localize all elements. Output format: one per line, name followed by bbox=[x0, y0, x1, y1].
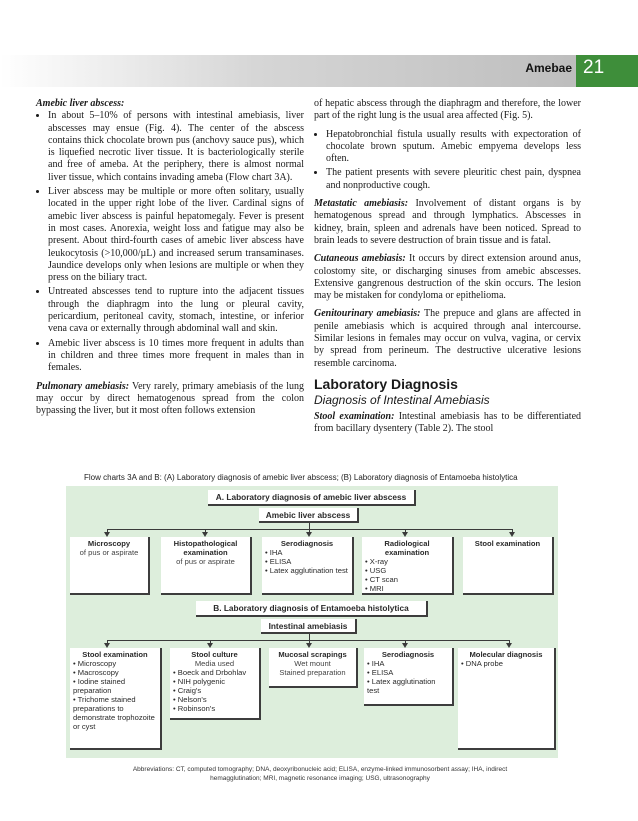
list-item: • Untreated abscesses tend to rupture into the adjacent tissues through the diaphragm into the lung or pleural cavity, pericardium, peritoneal cavity, stomach, intestine, or inferior vena cava or externally through abdominal wall and skin. bbox=[48, 286, 304, 335]
box-subtitle: Stained preparation bbox=[279, 668, 346, 677]
box-list bbox=[461, 659, 551, 668]
list-item: • ELISA bbox=[367, 668, 449, 677]
box-histopathological bbox=[161, 537, 252, 595]
pulmonary-list bbox=[314, 129, 581, 192]
flowchart-b-root: Intestinal amebiasis bbox=[261, 619, 357, 634]
genitourinary-heading: Genitourinary amebiasis: bbox=[314, 308, 421, 320]
continuation-paragraph: of hepatic abscess through the diaphragm and therefore, the lower part of the right lung is the usual area affected (Fig. 5). bbox=[314, 98, 581, 122]
pulmonary-paragraph bbox=[36, 381, 304, 418]
list-item: • Latex agglutination test bbox=[265, 566, 349, 575]
box-radiological bbox=[362, 537, 454, 595]
list-item: • IHA bbox=[265, 548, 349, 557]
list-item: • Liver abscess may be multiple or more often solitary, usually located in the upper right lobe of the liver. Cardinal signs of amebic liver abscess is painful hepatomegaly. Fever is present in most cases. Anorexia, weight loss and fatigue may also be present. About third-fourth cases of amebic liver abscess have leukocytosis (>10,000/µL) and increased serum transaminases. Jaundice develops only when lesions are multiple or when they press on the biliary tract. bbox=[48, 186, 304, 284]
box-microscopy bbox=[70, 537, 150, 595]
cutaneous-text: It occurs by direct extension around anus, colostomy site, or discharging sinuses from amebic abscesses. Extensive gangrenous destruction of the skin occurs. The lesion may be mistaken for condyloma or epithelioma. bbox=[314, 253, 581, 302]
list-item: • NIH polygenic bbox=[173, 677, 256, 686]
list-item: • Macroscopy bbox=[73, 668, 157, 677]
box-title: Stool examination bbox=[82, 650, 148, 659]
genitourinary-text: The prepuce and glans are affected in penile amebiasis which is acquired through anal intercourse. Similar lesions in females may occur on vulva, vagina, or cervix by spread from perineum. The destructive ulcerative lesions resemble carcinoma. bbox=[314, 308, 581, 369]
list-item: • Amebic liver abscess is 10 times more frequent in adults than in children and three times more frequent in males than in females. bbox=[48, 338, 304, 375]
box-list bbox=[173, 668, 256, 713]
box-title: Stool culture bbox=[191, 650, 238, 659]
stool-text: Intestinal amebiasis has to be differentiated from bacillary dysentery (Table 2). The stool bbox=[314, 410, 582, 434]
box-title: Stool examination bbox=[474, 539, 541, 548]
box-title: Serodiagnosis bbox=[280, 539, 334, 548]
list-item: • Hepatobronchial fistula usually results with expectoration of chocolate brown sputum. Amebic empyema develops less often. bbox=[326, 129, 581, 166]
list-item: • MRI bbox=[365, 584, 449, 593]
connector-line bbox=[107, 529, 513, 530]
box-stool-culture bbox=[170, 648, 261, 720]
list-item: • CT scan bbox=[365, 575, 449, 584]
box-list bbox=[365, 557, 449, 593]
metastatic-text: Involvement of distant organs is by hematogenous spread and through lymphatics. Abscesses in kidney, brain, spleen and adrenals have been noticed. Spread to brain leads to severe destruction of brain tissue and is fatal. bbox=[314, 198, 582, 246]
list-item: • Boeck and Drbohlav bbox=[173, 668, 256, 677]
left-column bbox=[36, 98, 304, 423]
list-item: • In about 5–10% of persons with intestinal amebiasis, liver abscesses may ensue (Fig. 4). The center of the abscess contains thick chocolate brown pus (anchovy sauce pus), which is liquefied necrotic liver tissue. It is bacteriologically sterile and free of ameba. At the periphery, there is almost normal liver tissue, which contains invading ameba (Flow chart 3A). bbox=[48, 110, 304, 184]
lab-diagnosis-heading: Laboratory Diagnosis bbox=[314, 375, 458, 392]
liver-abscess-list bbox=[36, 110, 304, 374]
intestinal-diagnosis-subheading: Diagnosis of Intestinal Amebiasis bbox=[314, 393, 490, 408]
box-title: Radiological examination bbox=[384, 539, 430, 557]
box-subtitle: Wet mount bbox=[294, 659, 331, 668]
list-item: • Latex agglutination test bbox=[367, 677, 449, 695]
metastatic-paragraph bbox=[314, 198, 581, 247]
stool-paragraph bbox=[314, 411, 581, 436]
page-number: 21 bbox=[583, 57, 605, 78]
flowchart-a-title: A. Laboratory diagnosis of amebic liver abscess bbox=[208, 490, 416, 506]
box-list bbox=[367, 659, 449, 695]
pulmonary-text: Very rarely, primary amebiasis of the lung may occur by direct hematogenous spread from the colon bypassing the liver, but it most often follows extension bbox=[36, 380, 304, 417]
flowchart-b-title: B. Laboratory diagnosis of Entamoeba histolytica bbox=[196, 601, 428, 617]
list-item: • Nelson's bbox=[173, 695, 256, 704]
abbreviations-note: Abbreviations: CT, computed tomography; DNA, deoxyribonucleic acid; ELISA, enzyme-linked immunosorbent assay; IHA, indirect hemagglutination; MRI, magnetic resonance imaging; USG, ultrasonography bbox=[132, 766, 508, 782]
box-mucosal-scrapings bbox=[269, 648, 358, 688]
list-item: • USG bbox=[365, 566, 449, 575]
box-title: Mucosal scrapings bbox=[278, 650, 347, 659]
box-stool-a bbox=[463, 537, 554, 595]
box-stool-examination bbox=[70, 648, 162, 750]
box-serodiagnosis-b bbox=[364, 648, 454, 706]
box-subtitle: Media used bbox=[194, 659, 235, 668]
list-item: • ELISA bbox=[265, 557, 349, 566]
flowchart-a-root: Amebic liver abscess bbox=[259, 508, 359, 523]
list-item: • Robinson's bbox=[173, 704, 256, 713]
cutaneous-heading: Cutaneous amebiasis: bbox=[314, 253, 406, 265]
box-molecular-diagnosis bbox=[458, 648, 556, 750]
box-list bbox=[73, 659, 157, 731]
liver-abscess-heading: Amebic liver abscess: bbox=[36, 98, 125, 109]
list-item: • Iodine stained preparation bbox=[73, 677, 157, 695]
list-item: • The patient presents with severe pleuritic chest pain, dyspnea and nonproductive cough. bbox=[326, 167, 581, 192]
pulmonary-heading: Pulmonary amebiasis: bbox=[36, 380, 130, 392]
box-subtitle: of pus or aspirate bbox=[79, 548, 139, 557]
running-head: Amebae bbox=[525, 61, 572, 75]
list-item: • X-ray bbox=[365, 557, 449, 566]
box-title: Serodiagnosis bbox=[381, 650, 435, 659]
list-item: • DNA probe bbox=[461, 659, 551, 668]
box-serodiagnosis-a bbox=[262, 537, 354, 595]
list-item: • Trichome stained preparations to demonstrate trophozoite or cyst bbox=[73, 695, 157, 731]
flowchart-caption: Flow charts 3A and B: (A) Laboratory diagnosis of amebic liver abscess; (B) Laboratory diagnosis of Entamoeba histolytica bbox=[84, 473, 518, 482]
cutaneous-paragraph bbox=[314, 253, 581, 302]
stool-heading: Stool examination: bbox=[314, 410, 395, 422]
list-item: • IHA bbox=[367, 659, 449, 668]
right-column bbox=[314, 98, 581, 441]
box-subtitle: of pus or aspirate bbox=[176, 557, 235, 566]
metastatic-heading: Metastatic amebiasis: bbox=[314, 198, 409, 210]
box-title: Microscopy bbox=[87, 539, 131, 548]
list-item: • Craig's bbox=[173, 686, 256, 695]
box-list bbox=[265, 548, 349, 575]
list-item: • Microscopy bbox=[73, 659, 157, 668]
box-title: Molecular diagnosis bbox=[469, 650, 543, 659]
box-title: Histopathological examination bbox=[173, 539, 238, 557]
genitourinary-paragraph bbox=[314, 308, 581, 369]
